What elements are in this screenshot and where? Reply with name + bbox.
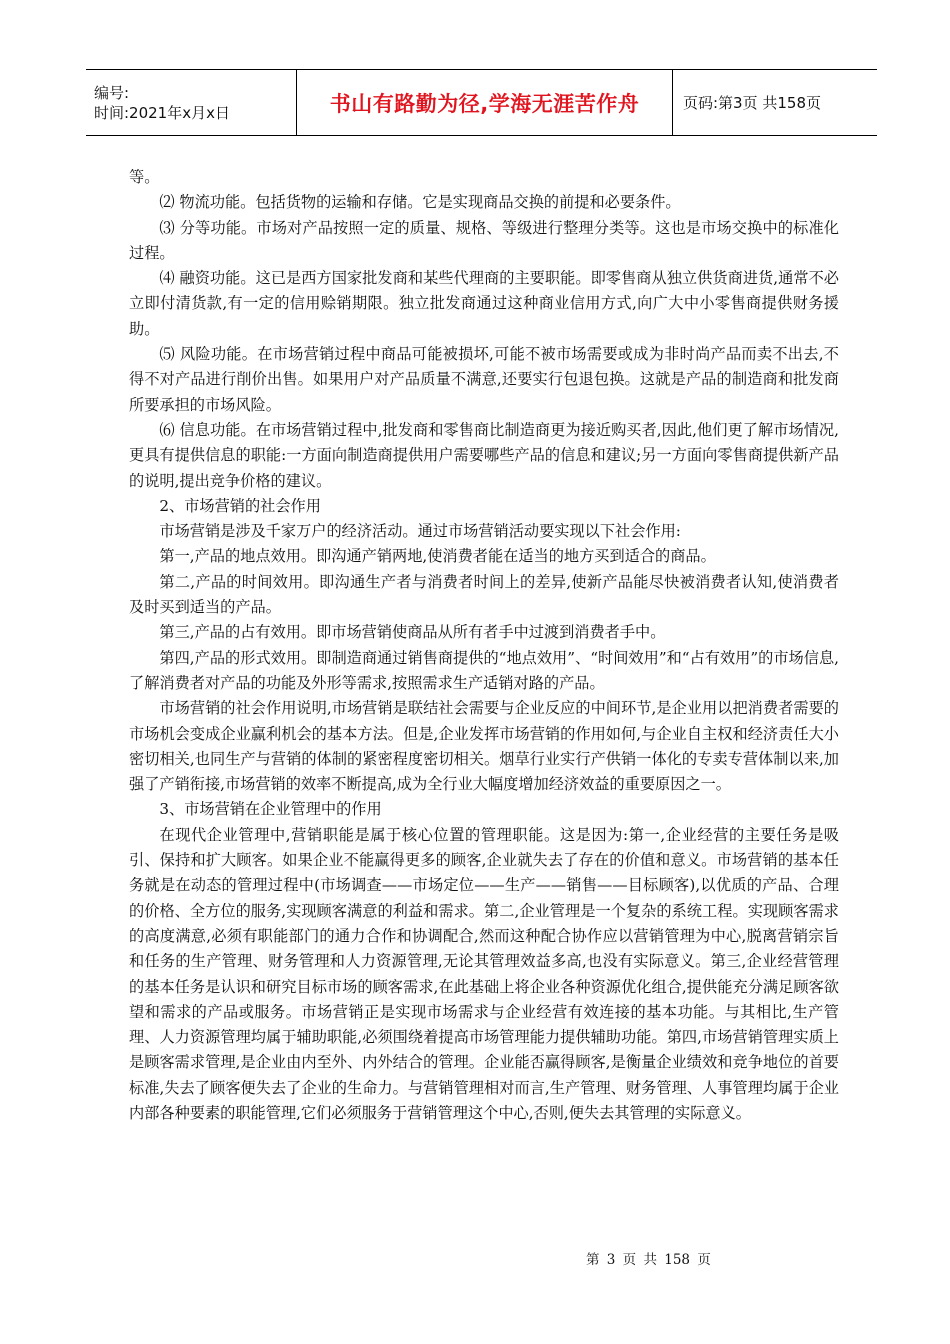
body-paragraph: 第三,产品的占有效用。即市场营销使商品从所有者手中过渡到消费者手中。 xyxy=(159,623,666,642)
body-paragraph: 等。 xyxy=(129,168,160,186)
page-footer: 第 3 页 共 158 页 xyxy=(586,1252,711,1268)
body-paragraph: ⑹ 信息功能。在市场营销过程中,批发商和零售商比制造商更为接近购买者,因此,他们更了解市场情况,更具有提供信息的职能:一方面向制造商提供用户需要哪些产品的信息和建议;另一方面向零售商提供新产品的说明,提出竞争价格的建议。 xyxy=(129,420,839,490)
body-paragraph: 第二,产品的时间效用。即沟通生产者与消费者时间上的差异,使新产品能尽快被消费者认知,使消费者及时买到适当的产品。 xyxy=(129,572,839,617)
header-motto-cell xyxy=(297,70,673,136)
body-paragraph: ⑵ 物流功能。包括货物的运输和存储。它是实现商品交换的前提和必要条件。 xyxy=(159,193,681,212)
page-header xyxy=(86,69,877,136)
document-number-label: 编号: xyxy=(94,83,130,102)
body-paragraph: ⑸ 风险功能。在市场营销过程中商品可能被损坏,可能不被市场需要或成为非时尚产品而卖不出去,不得不对产品进行削价出售。如果用户对产品质量不满意,还要实行包退包换。这就是产品的制造商和批发商所要承担的市场风险。 xyxy=(129,345,839,414)
header-meta xyxy=(86,70,297,136)
body-paragraph: ⑶ 分等功能。市场对产品按照一定的质量、规格、等级进行整理分类等。这也是市场交换中的标准化过程。 xyxy=(129,218,839,262)
body-paragraph: 第一,产品的地点效用。即沟通产销两地,使消费者能在适当的地方买到适合的商品。 xyxy=(159,547,716,566)
body-paragraph: 3、市场营销在企业管理中的作用 xyxy=(159,800,382,819)
body-paragraph: 市场营销是涉及千家万户的经济活动。通过市场营销活动要实现以下社会作用: xyxy=(159,522,681,541)
document-time-label: 时间:2021年x月x日 xyxy=(94,103,230,122)
body-paragraph: 市场营销的社会作用说明,市场营销是联结社会需要与企业反应的中间环节,是企业用以把消费者需要的市场机会变成企业赢利机会的基本方法。但是,企业发挥市场营销的作用如何,与企业自主权和经济责任大小密切相关,也同生产与营销的体制的紧密程度密切相关。烟草行业实行产供销一体化的专卖专营体制以来,加强了产销衔接,市场营销的效率不断提高,成为全行业大幅度增加经济效益的重要原因之一。 xyxy=(129,699,839,794)
body-paragraph: 第四,产品的形式效用。即制造商通过销售商提供的“地点效用”、“时间效用”和“占有效用”的市场信息,了解消费者对产品的功能及外形等需求,按照需求生产适销对路的产品。 xyxy=(129,648,839,692)
body-paragraph: 2、市场营销的社会作用 xyxy=(159,496,321,515)
header-page-info: 页码:第3页 共158页 xyxy=(673,70,878,136)
body-paragraph: ⑷ 融资功能。这已是西方国家批发商和某些代理商的主要职能。即零售商从独立供货商进货,通常不必立即付清货款,有一定的信用赊销期限。独立批发商通过这种商业信用方式,向广大中小零售商提供财务援助。 xyxy=(129,269,839,338)
header-motto: 书山有路勤为径,学海无涯苦作舟 xyxy=(329,91,640,116)
body-paragraph: 在现代企业管理中,营销职能是属于核心位置的管理职能。这是因为:第一,企业经营的主要任务是吸引、保持和扩大顾客。如果企业不能赢得更多的顾客,企业就失去了存在的价值和意义。市场营销的基本任务就是在动态的管理过程中(市场调查——市场定位——生产——销售——目标顾客),以优质的产品、合理的价格、全方位的服务,实现顾客满意的利益和需求。第二,企业管理是一个复杂的系统工程。实现顾客需求的高度满意,必须有职能部门的通力合作和协调配合,然而这种配合协作应以营销管理为中心,脱离营销宗旨和任务的生产管理、财务管理和人力资源管理,无论其管理效益多高,也没有实际意义。第三,企业经营管理的基本任务是认识和研究目标市场的顾客需求,在此基础上将企业各种资源优化组合,提供能充分满足顾客欲望和需求的产品或服务。市场营销正是实现市场需求与企业经营有效连接的基本功能。与其相比,生产管理、人力资源管理均属于辅助职能,必须围绕着提高市场管理能力提供辅助功能。第四,市场营销管理实质上是顾客需求管理,是企业由内至外、内外结合的管理。企业能否赢得顾客,是衡量企业绩效和竞争地位的首要标准,失去了顾客便失去了企业的生命力。与营销管理相对而言,生产管理、财务管理、人事管理均属于企业内部各种要素的职能管理,它们必须服务于营销管理这个中心,否则,便失去其管理的实际意义。 xyxy=(129,825,839,1122)
document-body xyxy=(129,165,839,1126)
